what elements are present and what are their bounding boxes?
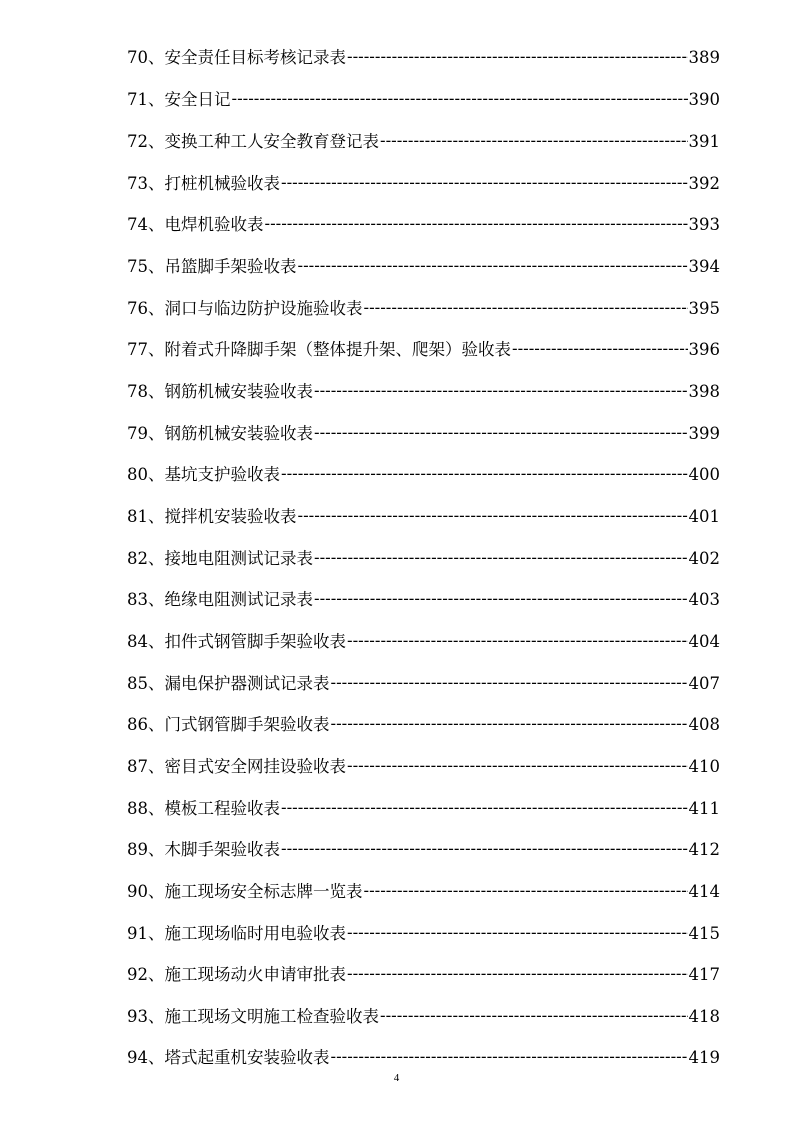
dot-leader	[281, 171, 688, 195]
entry-page: 418	[688, 1007, 720, 1026]
dot-leader	[331, 671, 688, 695]
entry-number: 89、	[127, 840, 165, 859]
entry-number: 73、	[127, 174, 165, 193]
entry-page: 395	[688, 299, 720, 318]
entry-number: 81、	[127, 507, 165, 526]
entry-title: 钢筋机械安装验收表	[164, 424, 313, 443]
toc-entry[interactable]	[127, 755, 720, 779]
entry-number: 78、	[127, 382, 165, 401]
entry-title: 模板工程验收表	[164, 799, 280, 818]
entry-number: 91、	[127, 924, 165, 943]
entry-page: 399	[688, 424, 720, 443]
entry-number: 92、	[127, 965, 165, 984]
entry-title: 电焊机验收表	[164, 215, 264, 234]
entry-number: 72、	[127, 132, 165, 151]
entry-title: 附着式升降脚手架（整体提升架、爬架）验收表	[164, 340, 511, 359]
toc-entry[interactable]	[127, 88, 720, 112]
entry-number: 77、	[127, 340, 165, 359]
entry-title: 打桩机械验收表	[164, 174, 280, 193]
entry-number: 82、	[127, 549, 165, 568]
toc-entry[interactable]	[127, 1046, 720, 1070]
entry-page: 403	[688, 590, 720, 609]
toc-entry[interactable]	[127, 797, 720, 821]
entry-title: 门式钢管脚手架验收表	[164, 715, 330, 734]
dot-leader	[314, 587, 688, 611]
entry-title: 搅拌机安装验收表	[164, 507, 297, 526]
entry-number: 74、	[127, 215, 165, 234]
entry-page: 391	[688, 132, 720, 151]
entry-page: 392	[688, 174, 720, 193]
toc-entry[interactable]	[127, 1005, 720, 1029]
dot-leader	[347, 754, 688, 778]
toc-entry[interactable]	[127, 547, 720, 571]
entry-title: 塔式起重机安装验收表	[164, 1048, 330, 1067]
entry-number: 80、	[127, 465, 165, 484]
entry-title: 施工现场安全标志牌一览表	[164, 882, 363, 901]
toc-entry[interactable]	[127, 880, 720, 904]
toc-entry[interactable]	[127, 46, 720, 70]
dot-leader	[347, 921, 688, 945]
dot-leader	[347, 45, 688, 69]
entry-page: 408	[688, 715, 720, 734]
toc-entry[interactable]	[127, 255, 720, 279]
dot-leader	[314, 421, 688, 445]
entry-number: 87、	[127, 757, 165, 776]
dot-leader	[331, 1045, 688, 1069]
entry-page: 400	[688, 465, 720, 484]
toc-entry[interactable]	[127, 588, 720, 612]
toc-entry[interactable]	[127, 713, 720, 737]
entry-number: 84、	[127, 632, 165, 651]
entry-title: 基坑支护验收表	[164, 465, 280, 484]
entry-page: 402	[688, 549, 720, 568]
dot-leader	[232, 87, 688, 111]
entry-number: 70、	[127, 48, 165, 67]
dot-leader	[281, 837, 688, 861]
toc-entry[interactable]	[127, 338, 720, 362]
entry-page: 407	[688, 674, 720, 693]
toc-entry[interactable]	[127, 463, 720, 487]
dot-leader	[347, 629, 688, 653]
dot-leader	[298, 254, 688, 278]
entry-number: 90、	[127, 882, 165, 901]
entry-number: 85、	[127, 674, 165, 693]
entry-page: 410	[688, 757, 720, 776]
toc-entry[interactable]	[127, 213, 720, 237]
entry-title: 施工现场临时用电验收表	[164, 924, 346, 943]
entry-number: 83、	[127, 590, 165, 609]
toc-entry[interactable]	[127, 505, 720, 529]
entry-title: 吊篮脚手架验收表	[164, 257, 297, 276]
dot-leader	[281, 796, 688, 820]
entry-title: 接地电阻测试记录表	[164, 549, 313, 568]
entry-title: 漏电保护器测试记录表	[164, 674, 330, 693]
toc-entry[interactable]	[127, 380, 720, 404]
entry-title: 木脚手架验收表	[164, 840, 280, 859]
entry-title: 安全日记	[164, 90, 231, 109]
toc-entry[interactable]	[127, 297, 720, 321]
entry-number: 93、	[127, 1007, 165, 1026]
entry-number: 75、	[127, 257, 165, 276]
entry-page: 398	[688, 382, 720, 401]
entry-page: 414	[688, 882, 720, 901]
dot-leader	[314, 546, 688, 570]
toc-entry[interactable]	[127, 838, 720, 862]
toc-entry[interactable]	[127, 922, 720, 946]
entry-number: 88、	[127, 799, 165, 818]
entry-page: 412	[688, 840, 720, 859]
toc-entry[interactable]	[127, 422, 720, 446]
page-number: 4	[393, 1072, 400, 1084]
entry-number: 94、	[127, 1048, 165, 1067]
dot-leader	[364, 879, 688, 903]
entry-title: 施工现场文明施工检查验收表	[164, 1007, 379, 1026]
entry-page: 394	[688, 257, 720, 276]
entry-page: 415	[688, 924, 720, 943]
entry-number: 79、	[127, 424, 165, 443]
entry-number: 76、	[127, 299, 165, 318]
entry-page: 417	[688, 965, 720, 984]
entry-title: 密目式安全网挂设验收表	[164, 757, 346, 776]
entry-page: 396	[688, 340, 720, 359]
toc-entry[interactable]	[127, 963, 720, 987]
dot-leader	[281, 462, 688, 486]
dot-leader	[512, 337, 688, 361]
entry-page: 389	[688, 48, 720, 67]
dot-leader	[347, 962, 688, 986]
dot-leader	[298, 504, 688, 528]
entry-title: 扣件式钢管脚手架验收表	[164, 632, 346, 651]
dot-leader	[364, 296, 688, 320]
dot-leader	[380, 1004, 688, 1028]
dot-leader	[265, 212, 688, 236]
entry-page: 393	[688, 215, 720, 234]
dot-leader	[331, 712, 688, 736]
toc-entry[interactable]	[127, 630, 720, 654]
entry-page: 401	[688, 507, 720, 526]
entry-number: 86、	[127, 715, 165, 734]
entry-page: 411	[688, 799, 720, 818]
entry-title: 洞口与临边防护设施验收表	[164, 299, 363, 318]
dot-leader	[314, 379, 688, 403]
entry-page: 404	[688, 632, 720, 651]
entry-number: 71、	[127, 90, 165, 109]
entry-title: 钢筋机械安装验收表	[164, 382, 313, 401]
toc-entry[interactable]	[127, 672, 720, 696]
toc-entry[interactable]	[127, 172, 720, 196]
entry-page: 390	[688, 90, 720, 109]
entry-title: 变换工种工人安全教育登记表	[164, 132, 379, 151]
toc-entry[interactable]	[127, 130, 720, 154]
entry-page: 419	[688, 1048, 720, 1067]
entry-title: 安全责任目标考核记录表	[164, 48, 346, 67]
dot-leader	[380, 129, 688, 153]
entry-title: 施工现场动火申请审批表	[164, 965, 346, 984]
entry-title: 绝缘电阻测试记录表	[164, 590, 313, 609]
